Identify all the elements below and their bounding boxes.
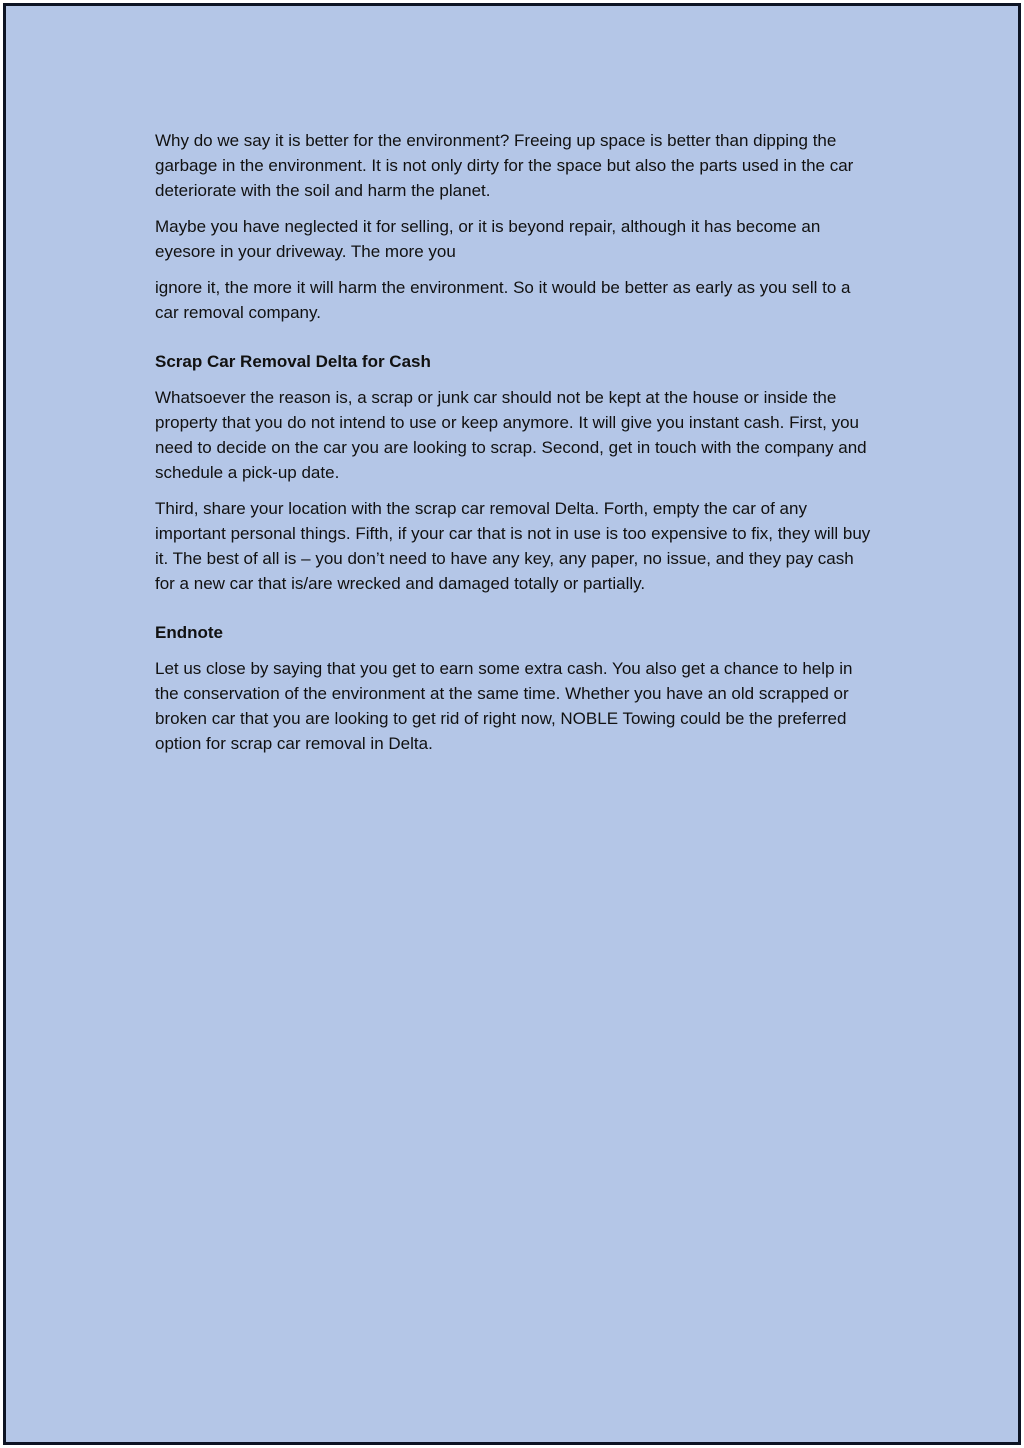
paragraph-neglected: Maybe you have neglected it for selling, or it is beyond repair, although it has become an eyesore in your driveway. The more you xyxy=(155,217,821,261)
paragraph-ignore: ignore it, the more it will harm the environment. So it would be better as early as you sell to a car removal company. xyxy=(155,278,851,322)
heading-endnote: Endnote xyxy=(155,623,223,642)
paragraph-whatsoever: Whatsoever the reason is, a scrap or junk car should not be kept at the house or inside the property that you do not intend to use or keep anymore. It will give you instant cash. First, you need to decide on the car you are looking to scrap. Second, get in touch with the company and schedule a pick-up date. xyxy=(155,388,867,482)
paragraph-environment: Why do we say it is better for the environment? Freeing up space is better than dipping the garbage in the environment. It is not only dirty for the space but also the parts used in the car deteriorate with the soil and harm the planet. xyxy=(155,131,854,200)
paragraph-endnote: Let us close by saying that you get to earn some extra cash. You also get a chance to help in the conservation of the environment at the same time. Whether you have an old scrapped or broken car that you are looking to get rid of right now, NOBLE Towing could be the preferred option for scrap car removal in Delta. xyxy=(155,659,853,753)
paragraph-third: Third, share your location with the scrap car removal Delta. Forth, empty the car of any important personal things. Fifth, if your car that is not in use is too expensive to fix, they will buy it. The best of all is – you don’t need to have any key, any paper, no issue, and they pay cash for a new car that is/are wrecked and damaged totally or partially. xyxy=(155,499,871,593)
heading-scrap-car-cash: Scrap Car Removal Delta for Cash xyxy=(155,352,431,371)
document-body xyxy=(155,128,875,767)
document-page xyxy=(3,3,1021,1445)
